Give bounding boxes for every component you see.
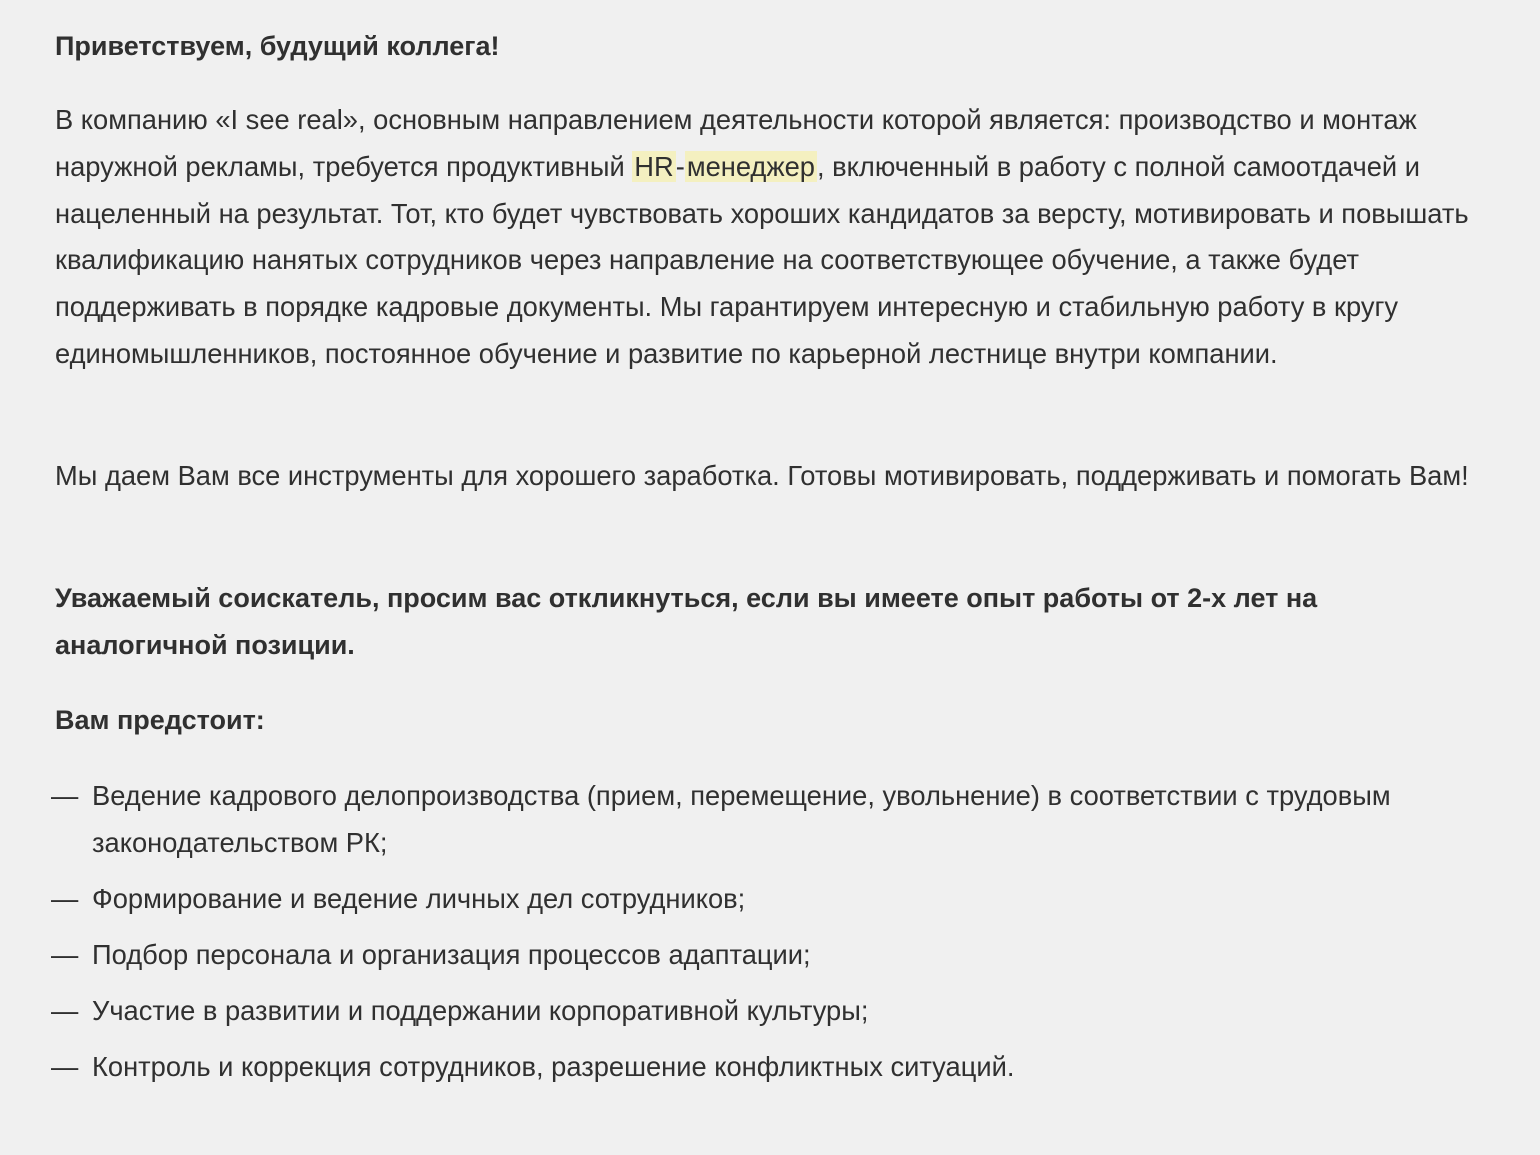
list-item — [51, 876, 1471, 923]
list-item — [51, 773, 1471, 866]
intro-text-before: В компанию «I see real», основным направлением деятельности которой является: производство и монтаж наружной рекламы, требуется продуктивный — [55, 104, 1417, 182]
intro-paragraph — [55, 97, 1485, 378]
list-marker: — — [51, 938, 79, 970]
list-marker: — — [51, 994, 79, 1026]
list-item-text: Участие в развитии и поддержании корпоративной культуры; — [92, 994, 869, 1026]
tasks-heading: Вам предстоит: — [55, 705, 265, 735]
list-marker: — — [51, 1050, 79, 1082]
list-marker: — — [51, 780, 79, 811]
list-item — [51, 932, 1471, 979]
list-item-text: Подбор персонала и организация процессов адаптации; — [92, 938, 811, 970]
list-item-text: Формирование и ведение личных дел сотрудников; — [92, 882, 746, 914]
list-item-text: Контроль и коррекция сотрудников, разрешение конфликтных ситуаций. — [92, 1050, 1015, 1082]
tools-paragraph: Мы даем Вам все инструменты для хорошего заработка. Готовы мотивировать, поддерживать и помогать Вам! — [55, 460, 1469, 491]
list-item — [51, 988, 1471, 1035]
intro-text-after: , включенный в работу с полной самоотдачей и нацеленный на результат. Тот, кто будет чувствовать хороших кандидатов за версту, мотивировать и повышать квалификацию нанятых сотрудников через направление на соответствующее обучение, а также будет поддерживать в порядке кадровые документы. Мы гарантируем интересную и стабильную работу в кругу единомышленников, постоянное обучение и развитие по карьерной лестнице внутри компании. — [55, 150, 1469, 369]
intro-hyphen: - — [675, 150, 685, 182]
highlight-hr: HR — [634, 150, 674, 182]
list-item-text: Ведение кадрового делопроизводства (прием, перемещение, увольнение) в соответствии с трудовым законодательством РК; — [92, 780, 1391, 858]
tasks-list — [51, 773, 1471, 1100]
highlight-manager: менеджер — [686, 150, 815, 182]
requirement-paragraph: Уважаемый соискатель, просим вас откликнуться, если вы имеете опыт работы от 2-х лет на аналогичной позиции. — [55, 583, 1318, 660]
list-marker: — — [51, 882, 79, 914]
list-item — [51, 1044, 1471, 1091]
greeting-heading: Приветствуем, будущий коллега! — [55, 31, 500, 61]
